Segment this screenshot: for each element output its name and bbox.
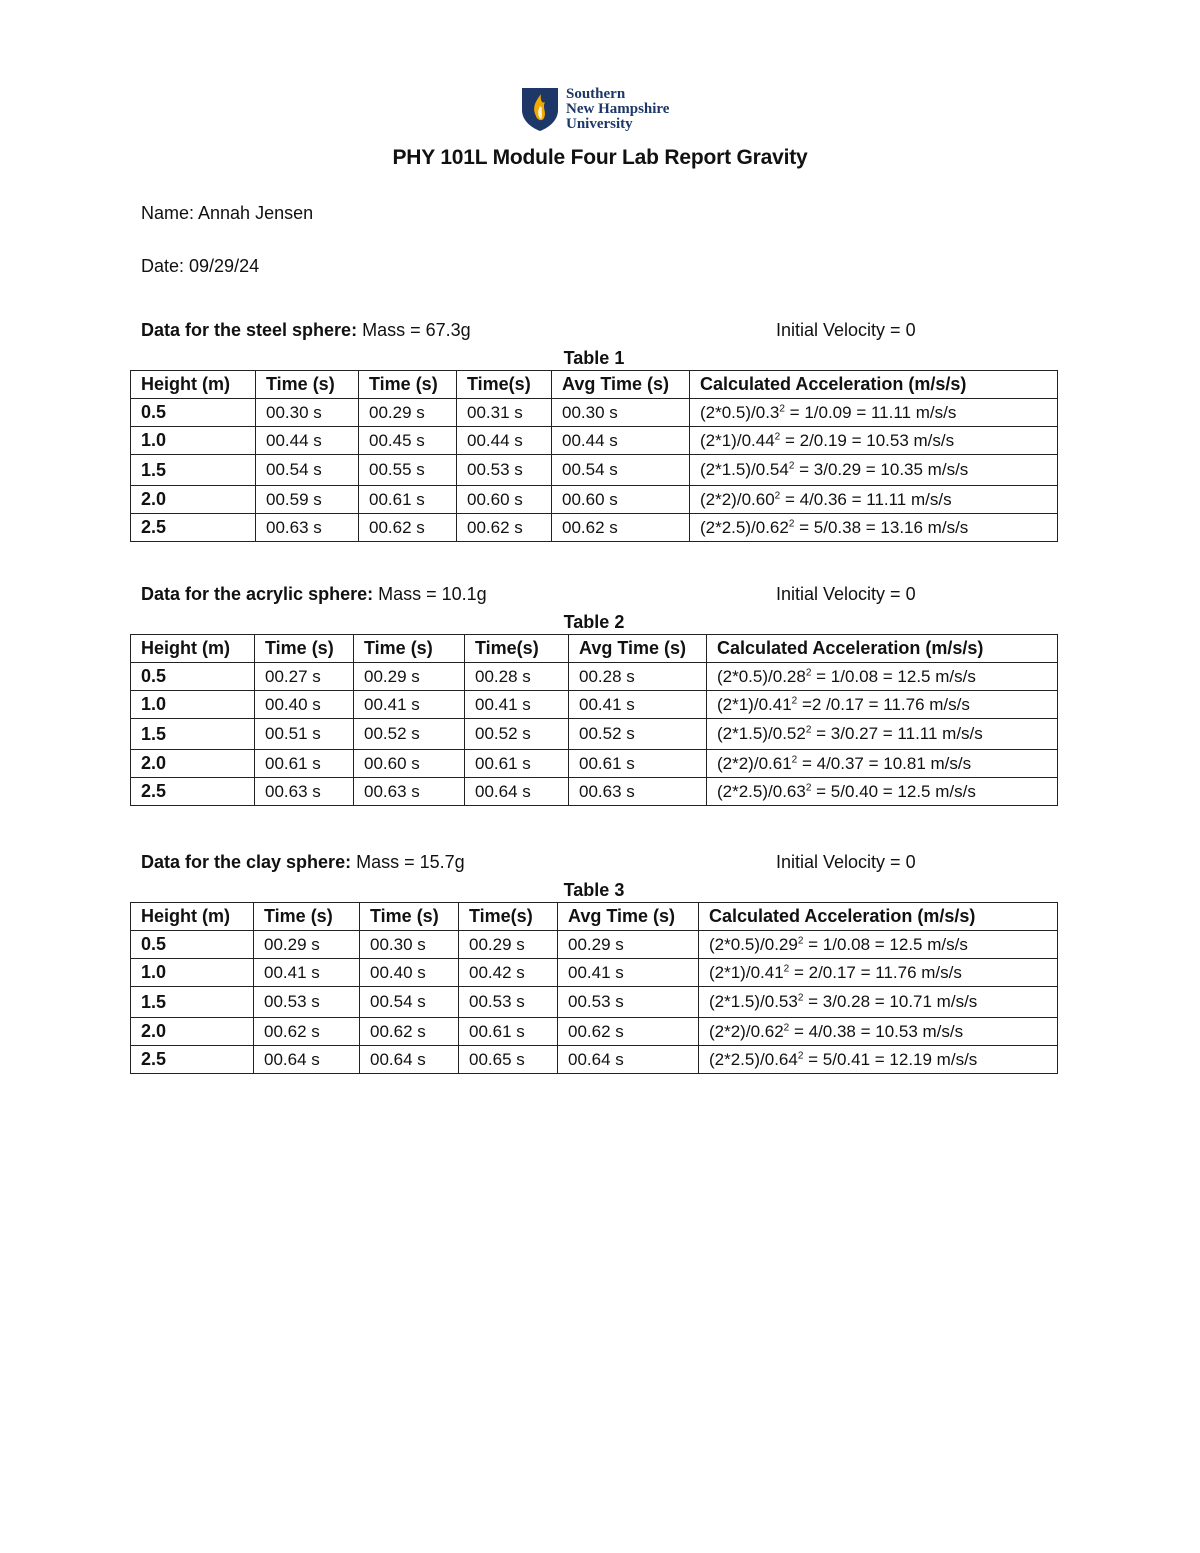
university-logo xyxy=(520,84,690,134)
cell-time-3: 00.64 s xyxy=(465,778,569,806)
logo-line-3: University xyxy=(566,115,633,132)
cell-avg-time: 00.64 s xyxy=(558,1046,699,1074)
cell-time-2: 00.45 s xyxy=(359,427,457,455)
document-title: PHY 101L Module Four Lab Report Gravity xyxy=(392,146,808,169)
cell-acceleration xyxy=(699,931,1058,959)
data-table xyxy=(130,902,1058,1074)
calc-result: = 2/0.19 = 10.53 m/s/s xyxy=(780,430,955,450)
table-row xyxy=(131,719,1058,750)
section-header xyxy=(130,584,1058,610)
cell-time-1: 00.30 s xyxy=(256,399,359,427)
cell-time-2: 00.52 s xyxy=(354,719,465,750)
calc-result: = 4/0.36 = 11.11 m/s/s xyxy=(780,489,952,509)
mass-value: Mass = 67.3g xyxy=(362,320,471,340)
cell-time-3: 00.44 s xyxy=(457,427,552,455)
cell-time-3: 00.42 s xyxy=(459,959,558,987)
sphere-label: Data for the steel sphere: xyxy=(141,320,358,340)
calc-formula: (2*2.5)/0.64 xyxy=(709,1049,798,1069)
cell-avg-time: 00.53 s xyxy=(558,987,699,1018)
cell-avg-time: 00.29 s xyxy=(558,931,699,959)
cell-height: 1.0 xyxy=(131,691,255,719)
calc-result: = 1/0.08 = 12.5 m/s/s xyxy=(803,934,968,954)
header-height: Height (m) xyxy=(131,371,256,399)
table-caption: Table 2 xyxy=(563,612,625,632)
header-acceleration: Calculated Acceleration (m/s/s) xyxy=(690,371,1058,399)
cell-acceleration xyxy=(707,778,1058,806)
header-time-3: Time(s) xyxy=(459,903,558,931)
cell-avg-time: 00.62 s xyxy=(558,1018,699,1046)
exponent: 2 xyxy=(779,402,785,414)
table-row xyxy=(131,514,1058,542)
name-line: Name: Annah Jensen xyxy=(141,203,314,223)
section-heading xyxy=(141,852,465,873)
section-heading xyxy=(141,320,471,341)
calc-formula: (2*1.5)/0.54 xyxy=(700,460,789,479)
initial-velocity: Initial Velocity = 0 xyxy=(776,584,916,604)
cell-acceleration xyxy=(699,1018,1058,1046)
cell-time-2: 00.63 s xyxy=(354,778,465,806)
cell-acceleration xyxy=(690,486,1058,514)
header-time-1: Time (s) xyxy=(254,903,360,931)
exponent: 2 xyxy=(791,753,798,765)
calc-result: = 1/0.08 = 12.5 m/s/s xyxy=(811,666,976,686)
cell-time-2: 00.29 s xyxy=(359,399,457,427)
cell-height: 1.5 xyxy=(131,987,254,1018)
cell-time-2: 00.29 s xyxy=(354,663,465,691)
calc-formula: (2*2.5)/0.62 xyxy=(700,517,789,537)
cell-time-2: 00.62 s xyxy=(359,514,457,542)
calc-result: = 4/0.38 = 10.53 m/s/s xyxy=(789,1021,964,1041)
cell-time-2: 00.55 s xyxy=(359,455,457,486)
cell-time-3: 00.61 s xyxy=(459,1018,558,1046)
cell-acceleration xyxy=(699,959,1058,987)
header-avg-time: Avg Time (s) xyxy=(569,635,707,663)
cell-height: 2.0 xyxy=(131,1018,254,1046)
cell-acceleration xyxy=(690,514,1058,542)
calc-result: = 3/0.29 = 10.35 m/s/s xyxy=(794,460,969,479)
calc-formula: (2*1.5)/0.52 xyxy=(717,724,806,743)
table-caption: Table 1 xyxy=(563,348,625,368)
exponent: 2 xyxy=(805,666,812,678)
logo-wordmark xyxy=(566,87,669,132)
table-row xyxy=(131,663,1058,691)
table-row xyxy=(131,486,1058,514)
header-time-3: Time(s) xyxy=(465,635,569,663)
cell-time-2: 00.40 s xyxy=(360,959,459,987)
cell-height: 0.5 xyxy=(131,931,254,959)
exponent: 2 xyxy=(788,460,795,472)
cell-time-1: 00.44 s xyxy=(256,427,359,455)
header-acceleration: Calculated Acceleration (m/s/s) xyxy=(699,903,1058,931)
header-height: Height (m) xyxy=(131,903,254,931)
exponent: 2 xyxy=(791,694,798,706)
exponent: 2 xyxy=(797,934,804,946)
cell-acceleration xyxy=(707,719,1058,750)
calc-formula: (2*2)/0.61 xyxy=(717,753,792,773)
cell-acceleration xyxy=(690,455,1058,486)
table-row xyxy=(131,750,1058,778)
sphere-label: Data for the clay sphere: xyxy=(141,852,352,872)
mass-value: Mass = 10.1g xyxy=(378,584,487,604)
calc-formula: (2*1)/0.41 xyxy=(717,694,792,714)
cell-time-2: 00.61 s xyxy=(359,486,457,514)
cell-acceleration xyxy=(707,750,1058,778)
cell-height: 1.5 xyxy=(131,719,255,750)
cell-time-1: 00.29 s xyxy=(254,931,360,959)
header-acceleration: Calculated Acceleration (m/s/s) xyxy=(707,635,1058,663)
table-row xyxy=(131,691,1058,719)
data-table xyxy=(130,634,1058,806)
cell-time-1: 00.27 s xyxy=(255,663,354,691)
cell-height: 0.5 xyxy=(131,663,255,691)
cell-avg-time: 00.63 s xyxy=(569,778,707,806)
date-line: Date: 09/29/24 xyxy=(141,256,260,276)
calc-formula: (2*2)/0.60 xyxy=(700,489,775,509)
table-row xyxy=(131,931,1058,959)
cell-time-3: 00.41 s xyxy=(465,691,569,719)
cell-avg-time: 00.62 s xyxy=(552,514,690,542)
header-height: Height (m) xyxy=(131,635,255,663)
table-row xyxy=(131,778,1058,806)
steel-sphere-section xyxy=(130,320,1058,542)
header-time-2: Time (s) xyxy=(359,371,457,399)
cell-time-1: 00.40 s xyxy=(255,691,354,719)
cell-acceleration xyxy=(699,1046,1058,1074)
cell-height: 0.5 xyxy=(131,399,256,427)
calc-formula: (2*2)/0.62 xyxy=(709,1021,784,1041)
cell-time-2: 00.64 s xyxy=(360,1046,459,1074)
cell-time-2: 00.30 s xyxy=(360,931,459,959)
exponent: 2 xyxy=(797,992,804,1004)
cell-time-1: 00.63 s xyxy=(256,514,359,542)
cell-height: 2.5 xyxy=(131,778,255,806)
calc-result: = 2/0.17 = 11.76 m/s/s xyxy=(789,962,962,982)
calc-result: = 5/0.41 = 12.19 m/s/s xyxy=(803,1049,978,1069)
table-row xyxy=(131,987,1058,1018)
cell-height: 1.0 xyxy=(131,427,256,455)
acrylic-sphere-section xyxy=(130,584,1058,806)
calc-result: = 4/0.37 = 10.81 m/s/s xyxy=(797,753,972,773)
table-caption: Table 3 xyxy=(563,880,625,900)
shield-flame-icon xyxy=(520,86,560,132)
cell-time-2: 00.54 s xyxy=(360,987,459,1018)
header-avg-time: Avg Time (s) xyxy=(552,371,690,399)
cell-time-3: 00.62 s xyxy=(457,514,552,542)
table-row xyxy=(131,455,1058,486)
logo-line-2: New Hampshire xyxy=(566,100,670,117)
exponent: 2 xyxy=(774,489,781,501)
exponent: 2 xyxy=(805,781,812,793)
cell-avg-time: 00.30 s xyxy=(552,399,690,427)
section-header xyxy=(130,852,1058,878)
header-time-3: Time(s) xyxy=(457,371,552,399)
data-table xyxy=(130,370,1058,542)
table-header-row xyxy=(131,635,1058,663)
table-row xyxy=(131,1046,1058,1074)
cell-acceleration xyxy=(690,399,1058,427)
table-header-row xyxy=(131,903,1058,931)
cell-height: 2.0 xyxy=(131,486,256,514)
calc-formula: (2*0.5)/0.29 xyxy=(709,934,798,954)
cell-time-1: 00.63 s xyxy=(255,778,354,806)
cell-avg-time: 00.41 s xyxy=(558,959,699,987)
header-time-1: Time (s) xyxy=(256,371,359,399)
initial-velocity: Initial Velocity = 0 xyxy=(776,320,916,340)
cell-time-1: 00.41 s xyxy=(254,959,360,987)
cell-height: 2.5 xyxy=(131,1046,254,1074)
section-heading xyxy=(141,584,487,605)
header-time-2: Time (s) xyxy=(354,635,465,663)
calc-formula: (2*2.5)/0.63 xyxy=(717,781,806,801)
cell-acceleration xyxy=(690,427,1058,455)
calc-result: = 3/0.28 = 10.71 m/s/s xyxy=(803,992,978,1011)
cell-avg-time: 00.52 s xyxy=(569,719,707,750)
cell-time-2: 00.41 s xyxy=(354,691,465,719)
clay-sphere-section xyxy=(130,852,1058,1074)
cell-time-3: 00.53 s xyxy=(457,455,552,486)
cell-time-2: 00.62 s xyxy=(360,1018,459,1046)
table-row xyxy=(131,427,1058,455)
calc-result: = 5/0.38 = 13.16 m/s/s xyxy=(794,517,969,537)
cell-time-3: 00.65 s xyxy=(459,1046,558,1074)
calc-result: = 1/0.09 = 11.11 m/s/s xyxy=(784,402,957,422)
cell-time-3: 00.52 s xyxy=(465,719,569,750)
cell-time-2: 00.60 s xyxy=(354,750,465,778)
cell-time-1: 00.64 s xyxy=(254,1046,360,1074)
cell-height: 1.5 xyxy=(131,455,256,486)
cell-acceleration xyxy=(707,663,1058,691)
header-avg-time: Avg Time (s) xyxy=(558,903,699,931)
cell-avg-time: 00.28 s xyxy=(569,663,707,691)
cell-acceleration xyxy=(707,691,1058,719)
cell-time-3: 00.61 s xyxy=(465,750,569,778)
calc-result: =2 /0.17 = 11.76 m/s/s xyxy=(797,694,970,714)
table-row xyxy=(131,399,1058,427)
cell-time-3: 00.31 s xyxy=(457,399,552,427)
cell-avg-time: 00.44 s xyxy=(552,427,690,455)
header-time-2: Time (s) xyxy=(360,903,459,931)
cell-time-1: 00.51 s xyxy=(255,719,354,750)
table-header-row xyxy=(131,371,1058,399)
cell-height: 1.0 xyxy=(131,959,254,987)
cell-height: 2.0 xyxy=(131,750,255,778)
exponent: 2 xyxy=(797,1049,804,1061)
cell-acceleration xyxy=(699,987,1058,1018)
cell-time-3: 00.53 s xyxy=(459,987,558,1018)
initial-velocity: Initial Velocity = 0 xyxy=(776,852,916,872)
table-row xyxy=(131,1018,1058,1046)
exponent: 2 xyxy=(783,1021,790,1033)
exponent: 2 xyxy=(783,962,790,974)
cell-time-1: 00.61 s xyxy=(255,750,354,778)
calc-formula: (2*1)/0.41 xyxy=(709,962,784,982)
calc-result: = 5/0.40 = 12.5 m/s/s xyxy=(811,781,976,801)
mass-value: Mass = 15.7g xyxy=(356,852,465,872)
calc-formula: (2*0.5)/0.3 xyxy=(700,402,780,422)
cell-height: 2.5 xyxy=(131,514,256,542)
exponent: 2 xyxy=(805,724,812,736)
exponent: 2 xyxy=(774,430,781,442)
cell-avg-time: 00.61 s xyxy=(569,750,707,778)
calc-formula: (2*0.5)/0.28 xyxy=(717,666,806,686)
cell-time-3: 00.60 s xyxy=(457,486,552,514)
cell-time-3: 00.28 s xyxy=(465,663,569,691)
table-row xyxy=(131,959,1058,987)
calc-formula: (2*1.5)/0.53 xyxy=(709,992,798,1011)
calc-formula: (2*1)/0.44 xyxy=(700,430,775,450)
cell-time-1: 00.53 s xyxy=(254,987,360,1018)
exponent: 2 xyxy=(788,517,795,529)
section-header xyxy=(130,320,1058,346)
cell-avg-time: 00.41 s xyxy=(569,691,707,719)
cell-time-3: 00.29 s xyxy=(459,931,558,959)
cell-time-1: 00.62 s xyxy=(254,1018,360,1046)
cell-avg-time: 00.60 s xyxy=(552,486,690,514)
sphere-label: Data for the acrylic sphere: xyxy=(141,584,374,604)
calc-result: = 3/0.27 = 11.11 m/s/s xyxy=(811,724,983,743)
cell-avg-time: 00.54 s xyxy=(552,455,690,486)
cell-time-1: 00.59 s xyxy=(256,486,359,514)
logo-line-1: Southern xyxy=(566,85,626,102)
cell-time-1: 00.54 s xyxy=(256,455,359,486)
header-time-1: Time (s) xyxy=(255,635,354,663)
